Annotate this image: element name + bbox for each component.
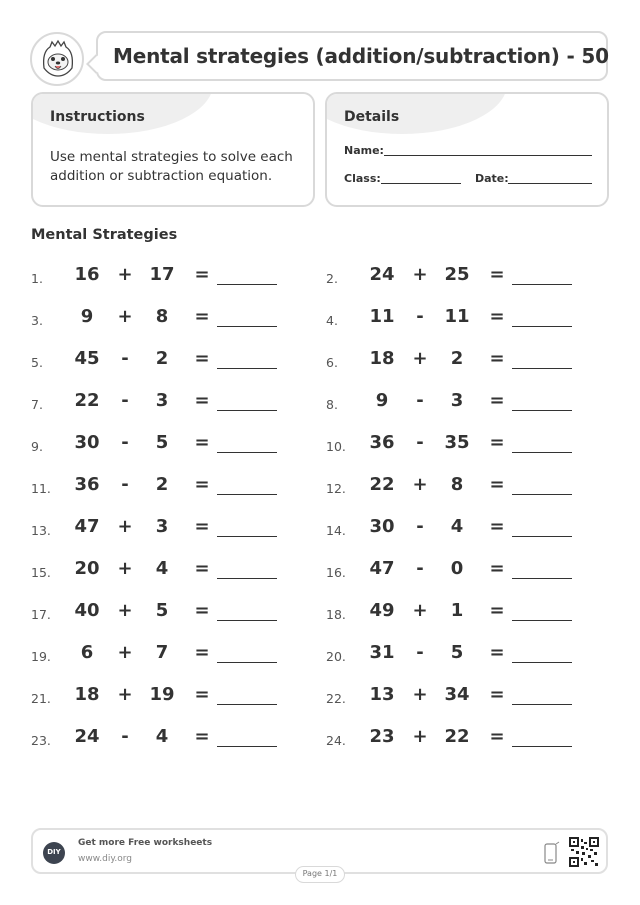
first-operand: 47 [74, 516, 100, 537]
equals-sign: = [489, 264, 505, 285]
second-operand: 2 [155, 348, 169, 369]
second-operand: 25 [444, 264, 470, 285]
instructions-heading: Instructions [50, 109, 145, 125]
second-operand: 7 [155, 642, 169, 663]
question-number: 12. [326, 481, 346, 496]
details-heading: Details [344, 109, 400, 125]
class-field[interactable] [381, 183, 461, 184]
equals-sign: = [194, 726, 210, 747]
first-operand: 9 [80, 306, 94, 327]
operator: + [117, 264, 133, 285]
operator: + [117, 306, 133, 327]
second-operand: 1 [450, 600, 464, 621]
question-item [326, 348, 596, 378]
second-operand: 5 [155, 600, 169, 621]
question-item [31, 474, 301, 504]
question-number: 16. [326, 565, 346, 580]
second-operand: 34 [444, 684, 470, 705]
first-operand: 24 [74, 726, 100, 747]
question-number: 8. [326, 397, 338, 412]
second-operand: 5 [450, 642, 464, 663]
question-item [31, 516, 301, 546]
answer-blank[interactable] [512, 704, 572, 705]
answer-blank[interactable] [512, 536, 572, 537]
question-number: 10. [326, 439, 346, 454]
question-number: 7. [31, 397, 43, 412]
first-operand: 30 [369, 516, 395, 537]
name-label: Name: [344, 144, 384, 157]
qr-code-icon[interactable] [569, 837, 599, 867]
first-operand: 47 [369, 558, 395, 579]
question-item [31, 684, 301, 714]
operator: + [117, 684, 133, 705]
answer-blank[interactable] [217, 368, 277, 369]
second-operand: 2 [450, 348, 464, 369]
first-operand: 24 [369, 264, 395, 285]
second-operand: 8 [155, 306, 169, 327]
equals-sign: = [194, 600, 210, 621]
question-number: 23. [31, 733, 51, 748]
second-operand: 4 [155, 558, 169, 579]
operator: - [121, 726, 129, 747]
question-number: 11. [31, 481, 51, 496]
answer-blank[interactable] [217, 620, 277, 621]
question-number: 17. [31, 607, 51, 622]
second-operand: 4 [450, 516, 464, 537]
equals-sign: = [194, 264, 210, 285]
second-operand: 4 [155, 726, 169, 747]
answer-blank[interactable] [217, 536, 277, 537]
operator: + [412, 684, 428, 705]
question-number: 21. [31, 691, 51, 706]
answer-blank[interactable] [217, 452, 277, 453]
equals-sign: = [489, 516, 505, 537]
first-operand: 36 [369, 432, 395, 453]
answer-blank[interactable] [217, 662, 277, 663]
question-item [31, 726, 301, 756]
question-item [31, 348, 301, 378]
question-number: 24. [326, 733, 346, 748]
operator: - [416, 306, 424, 327]
equals-sign: = [489, 600, 505, 621]
question-item [326, 684, 596, 714]
answer-blank[interactable] [217, 704, 277, 705]
operator: + [412, 474, 428, 495]
answer-blank[interactable] [512, 620, 572, 621]
question-item [31, 432, 301, 462]
equals-sign: = [194, 348, 210, 369]
first-operand: 22 [369, 474, 395, 495]
first-operand: 40 [74, 600, 100, 621]
title-box [96, 31, 608, 81]
equals-sign: = [489, 432, 505, 453]
operator: + [117, 516, 133, 537]
answer-blank[interactable] [512, 746, 572, 747]
first-operand: 45 [74, 348, 100, 369]
instructions-text: Use mental strategies to solve each addition or subtraction equation. [50, 149, 293, 184]
answer-blank[interactable] [217, 284, 277, 285]
question-number: 14. [326, 523, 346, 538]
question-number: 4. [326, 313, 338, 328]
equals-sign: = [489, 726, 505, 747]
operator: + [412, 348, 428, 369]
answer-blank[interactable] [217, 410, 277, 411]
equals-sign: = [194, 684, 210, 705]
operator: + [412, 600, 428, 621]
question-item [31, 600, 301, 630]
answer-blank[interactable] [512, 662, 572, 663]
answer-blank[interactable] [512, 494, 572, 495]
second-operand: 17 [149, 264, 175, 285]
question-item [326, 264, 596, 294]
equals-sign: = [489, 474, 505, 495]
operator: - [121, 348, 129, 369]
second-operand: 8 [450, 474, 464, 495]
question-number: 18. [326, 607, 346, 622]
second-operand: 5 [155, 432, 169, 453]
answer-blank[interactable] [512, 410, 572, 411]
page-title: Mental strategies (addition/subtraction) - 50 [113, 44, 609, 68]
first-operand: 13 [369, 684, 395, 705]
answer-blank[interactable] [512, 452, 572, 453]
equals-sign: = [489, 684, 505, 705]
question-number: 1. [31, 271, 43, 286]
question-number: 15. [31, 565, 51, 580]
first-operand: 36 [74, 474, 100, 495]
equals-sign: = [194, 474, 210, 495]
second-operand: 35 [444, 432, 470, 453]
question-item [326, 558, 596, 588]
question-item [326, 306, 596, 336]
operator: - [121, 432, 129, 453]
equals-sign: = [489, 348, 505, 369]
equals-sign: = [489, 558, 505, 579]
question-number: 9. [31, 439, 43, 454]
question-number: 5. [31, 355, 43, 370]
answer-blank[interactable] [512, 326, 572, 327]
question-number: 2. [326, 271, 338, 286]
question-item [326, 474, 596, 504]
question-number: 19. [31, 649, 51, 664]
second-operand: 22 [444, 726, 470, 747]
answer-blank[interactable] [512, 284, 572, 285]
first-operand: 16 [74, 264, 100, 285]
operator: + [412, 264, 428, 285]
equals-sign: = [194, 516, 210, 537]
operator: + [117, 600, 133, 621]
operator: - [416, 432, 424, 453]
first-operand: 23 [369, 726, 395, 747]
equals-sign: = [489, 306, 505, 327]
question-item [326, 600, 596, 630]
second-operand: 3 [155, 516, 169, 537]
second-operand: 3 [155, 390, 169, 411]
footer-promo-text: Get more Free worksheets [78, 838, 213, 848]
second-operand: 2 [155, 474, 169, 495]
first-operand: 9 [375, 390, 389, 411]
first-operand: 22 [74, 390, 100, 411]
question-item [326, 516, 596, 546]
question-item [31, 390, 301, 420]
second-operand: 0 [450, 558, 464, 579]
operator: - [121, 474, 129, 495]
question-item [31, 306, 301, 336]
question-number: 20. [326, 649, 346, 664]
question-number: 13. [31, 523, 51, 538]
operator: - [416, 390, 424, 411]
first-operand: 18 [369, 348, 395, 369]
equals-sign: = [194, 390, 210, 411]
question-item [326, 726, 596, 756]
first-operand: 30 [74, 432, 100, 453]
answer-blank[interactable] [217, 494, 277, 495]
first-operand: 49 [369, 600, 395, 621]
instructions-card [31, 92, 315, 207]
equals-sign: = [194, 432, 210, 453]
operator: + [117, 642, 133, 663]
name-field[interactable] [384, 155, 592, 156]
first-operand: 11 [369, 306, 395, 327]
answer-blank[interactable] [512, 578, 572, 579]
mascot-avatar-icon [30, 32, 84, 86]
class-label: Class: [344, 172, 381, 185]
question-item [31, 642, 301, 672]
phone-icon [543, 841, 561, 865]
answer-blank[interactable] [512, 368, 572, 369]
equals-sign: = [194, 306, 210, 327]
footer-url[interactable]: www.diy.org [78, 854, 132, 864]
first-operand: 31 [369, 642, 395, 663]
operator: + [117, 558, 133, 579]
operator: - [121, 390, 129, 411]
second-operand: 19 [149, 684, 175, 705]
date-label: Date: [475, 172, 509, 185]
question-item [31, 264, 301, 294]
question-item [326, 432, 596, 462]
question-item [31, 558, 301, 588]
equals-sign: = [489, 642, 505, 663]
equals-sign: = [194, 642, 210, 663]
question-item [326, 642, 596, 672]
second-operand: 3 [450, 390, 464, 411]
first-operand: 18 [74, 684, 100, 705]
second-operand: 11 [444, 306, 470, 327]
details-card [325, 92, 609, 207]
question-number: 22. [326, 691, 346, 706]
page-indicator: Page 1/1 [295, 866, 345, 883]
equals-sign: = [489, 390, 505, 411]
operator: + [412, 726, 428, 747]
first-operand: 6 [80, 642, 94, 663]
equals-sign: = [194, 558, 210, 579]
answer-blank[interactable] [217, 578, 277, 579]
date-field[interactable] [508, 183, 592, 184]
operator: - [416, 516, 424, 537]
question-number: 3. [31, 313, 43, 328]
section-title: Mental Strategies [31, 227, 178, 243]
answer-blank[interactable] [217, 746, 277, 747]
question-number: 6. [326, 355, 338, 370]
answer-blank[interactable] [217, 326, 277, 327]
operator: - [416, 558, 424, 579]
diy-logo: DIY [43, 842, 65, 864]
first-operand: 20 [74, 558, 100, 579]
operator: - [416, 642, 424, 663]
question-item [326, 390, 596, 420]
